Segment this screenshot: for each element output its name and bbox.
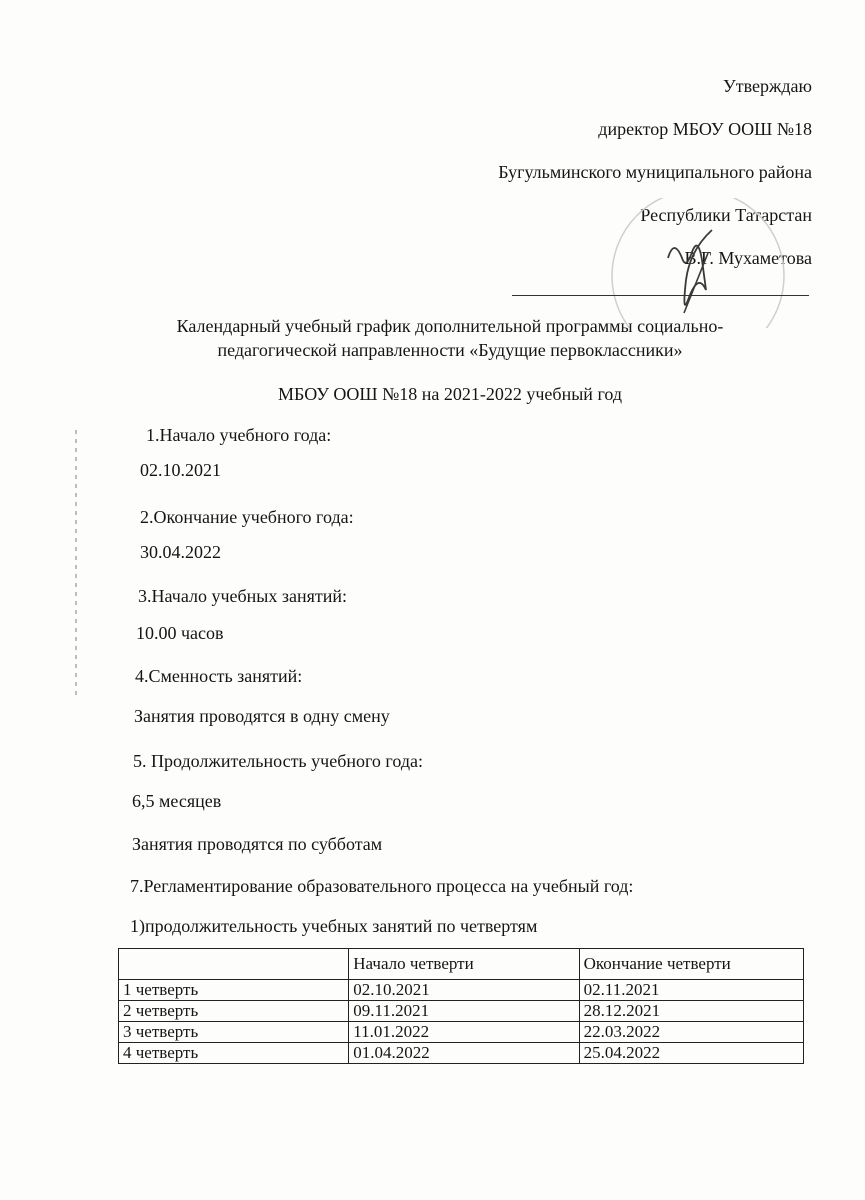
shifts-label: 4.Сменность занятий: <box>135 666 303 686</box>
signature-line <box>512 295 809 296</box>
table-header-cell: Окончание четверти <box>579 949 803 980</box>
table-cell: 25.04.2022 <box>579 1043 803 1064</box>
approval-district: Бугульминского муниципального района <box>498 162 812 182</box>
table-row <box>119 1022 804 1043</box>
approval-signatory: В.Г. Мухаметова <box>684 248 812 268</box>
table-header-cell: Начало четверти <box>349 949 579 980</box>
approval-position: директор МБОУ ООШ №18 <box>598 119 812 139</box>
table-row <box>119 1001 804 1022</box>
table-cell: 09.11.2021 <box>349 1001 579 1022</box>
shifts-value: Занятия проводятся в одну смену <box>134 706 390 726</box>
table-header-row <box>119 949 804 980</box>
table-cell: 2 четверть <box>119 1001 349 1022</box>
stamp-signature <box>598 198 798 328</box>
table-cell: 4 четверть <box>119 1043 349 1064</box>
document-title: Календарный учебный график дополнительной программы социально-педагогической направленности «Будущие первоклассники» <box>176 316 724 360</box>
duration-label: 5. Продолжительность учебного года: <box>133 751 423 771</box>
regulation-label: 7.Регламентирование образовательного процесса на учебный год: <box>130 876 634 896</box>
table-cell: 11.01.2022 <box>349 1022 579 1043</box>
end-of-year-value: 30.04.2022 <box>140 542 221 562</box>
classes-start-value: 10.00 часов <box>136 623 224 643</box>
classes-start-label: 3.Начало учебных занятий: <box>138 586 348 606</box>
table-header-cell <box>119 949 349 980</box>
table-cell: 3 четверть <box>119 1022 349 1043</box>
table-cell: 01.04.2022 <box>349 1043 579 1064</box>
start-of-year-label: 1.Начало учебного года: <box>146 425 332 445</box>
table-cell: 22.03.2022 <box>579 1022 803 1043</box>
binding-marks <box>70 430 82 700</box>
table-cell: 02.10.2021 <box>349 980 579 1001</box>
start-of-year-value: 02.10.2021 <box>140 460 221 480</box>
document-subtitle: МБОУ ООШ №18 на 2021-2022 учебный год <box>277 384 623 404</box>
end-of-year-label: 2.Окончание учебного года: <box>140 507 354 527</box>
table-row <box>119 980 804 1001</box>
table-cell: 1 четверть <box>119 980 349 1001</box>
duration-value: 6,5 месяцев <box>132 791 222 811</box>
approval-heading: Утверждаю <box>722 76 812 96</box>
table-cell: 28.12.2021 <box>579 1001 803 1022</box>
table-cell: 02.11.2021 <box>579 980 803 1001</box>
quarters-label: 1)продолжительность учебных занятий по четвертям <box>130 916 538 936</box>
days-note: Занятия проводятся по субботам <box>132 834 383 854</box>
approval-republic: Республики Татарстан <box>640 205 812 225</box>
quarter-schedule-table <box>118 948 804 1064</box>
table-row <box>119 1043 804 1064</box>
